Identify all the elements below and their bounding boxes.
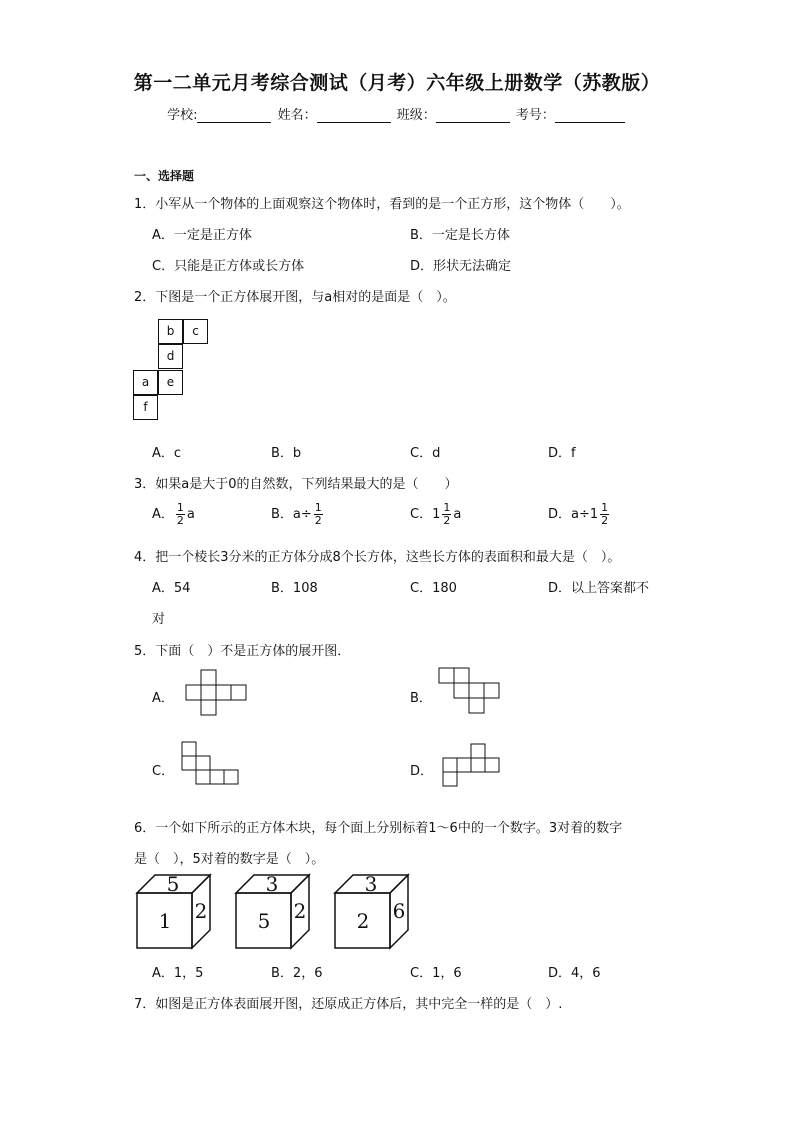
denominator: 2 [314,514,322,527]
cube-3-front: 2 [356,909,370,933]
q2-option-b[interactable]: B．b [271,446,302,461]
cube-2-top: 3 [265,872,279,896]
question-6-text-line-1: 6．一个如下所示的正方体木块，每个面上分别标着1～6中的一个数字。3对着的数字 [134,821,623,836]
option-prefix: A． [152,507,174,522]
cube-3-top: 3 [364,872,378,896]
q5-option-a[interactable]: A． [152,691,174,706]
denominator: 2 [601,514,609,527]
q2-option-d[interactable]: D．f [548,446,576,461]
q6-option-a[interactable]: A．1，5 [152,966,204,981]
q4-option-b[interactable]: B．108 [271,581,318,596]
q4-option-d-continued: 对 [152,612,166,627]
question-3-text: 3．如果a是大于0的自然数，下列结果最大的是（ ） [134,477,458,492]
cube-3-side: 6 [392,899,406,923]
q5-option-b[interactable]: B． [410,691,432,706]
page-title: 第一二单元月考综合测试（月考）六年级上册数学（苏教版） [133,72,661,94]
option-suffix: a [453,507,462,522]
option-prefix: D．a÷1 [548,507,599,522]
cube-1-top: 5 [166,872,180,896]
option-prefix: C．1 [410,507,441,522]
question-2-text: 2．下图是一个正方体展开图，与a相对的是面是（ ）。 [134,290,456,305]
option-prefix: B．a÷ [271,507,312,522]
question-6-text-line-2: 是（ ），5对着的数字是（ ）。 [134,852,325,867]
numerator: 1 [443,501,451,514]
net-cell: d [158,344,183,369]
net-cell: f [133,395,158,420]
exam-no-label: 考号： [515,108,555,123]
net-cell: b [158,319,183,344]
q1-option-d[interactable]: D．形状无法确定 [410,259,512,274]
net-cell: a [133,370,158,395]
q6-option-c[interactable]: C．1，6 [410,966,462,981]
numerator: 1 [601,501,609,514]
question-5-text: 5．下面（ ）不是正方体的展开图． [134,644,351,659]
question-7-text: 7．如图是正方体表面展开图，还原成正方体后，其中完全一样的是（ ）. [134,997,563,1012]
question-4-text: 4．把一个棱长3分米的正方体分成8个长方体，这些长方体的表面积和最大是（ ）。 [134,550,621,565]
cube-1-side: 2 [194,899,208,923]
net-cell: c [183,319,208,344]
q1-option-c[interactable]: C．只能是正方体或长方体 [152,259,305,274]
q1-option-b[interactable]: B．一定是长方体 [410,228,510,243]
school-label: 学校: [167,108,198,123]
question-1-text: 1．小军从一个物体的上面观察这个物体时，看到的是一个正方形，这个物体（ ）。 [134,197,630,212]
q2-option-c[interactable]: C．d [410,446,441,461]
q1-option-a[interactable]: A．一定是正方体 [152,228,252,243]
q6-option-b[interactable]: B．2，6 [271,966,323,981]
net-cell: e [158,370,183,395]
q5-option-d[interactable]: D． [410,764,434,779]
denominator: 2 [443,514,451,527]
cube-2-front: 5 [257,909,271,933]
option-suffix: a [186,507,195,522]
section-heading: 一、选择题 [134,169,195,183]
denominator: 2 [176,514,184,527]
q6-option-d[interactable]: D．4，6 [548,966,601,981]
name-label: 姓名： [277,108,317,123]
q4-option-c[interactable]: C．180 [410,581,457,596]
q4-option-d[interactable]: D．以上答案都不 [548,581,650,596]
q5-option-c[interactable]: C． [152,764,175,779]
q4-option-a[interactable]: A．54 [152,581,191,596]
q2-option-a[interactable]: A．c [152,446,182,461]
cube-1-front: 1 [158,909,172,933]
cube-2-side: 2 [293,899,307,923]
class-label: 班级： [396,108,436,123]
numerator: 1 [314,501,322,514]
numerator: 1 [176,501,184,514]
